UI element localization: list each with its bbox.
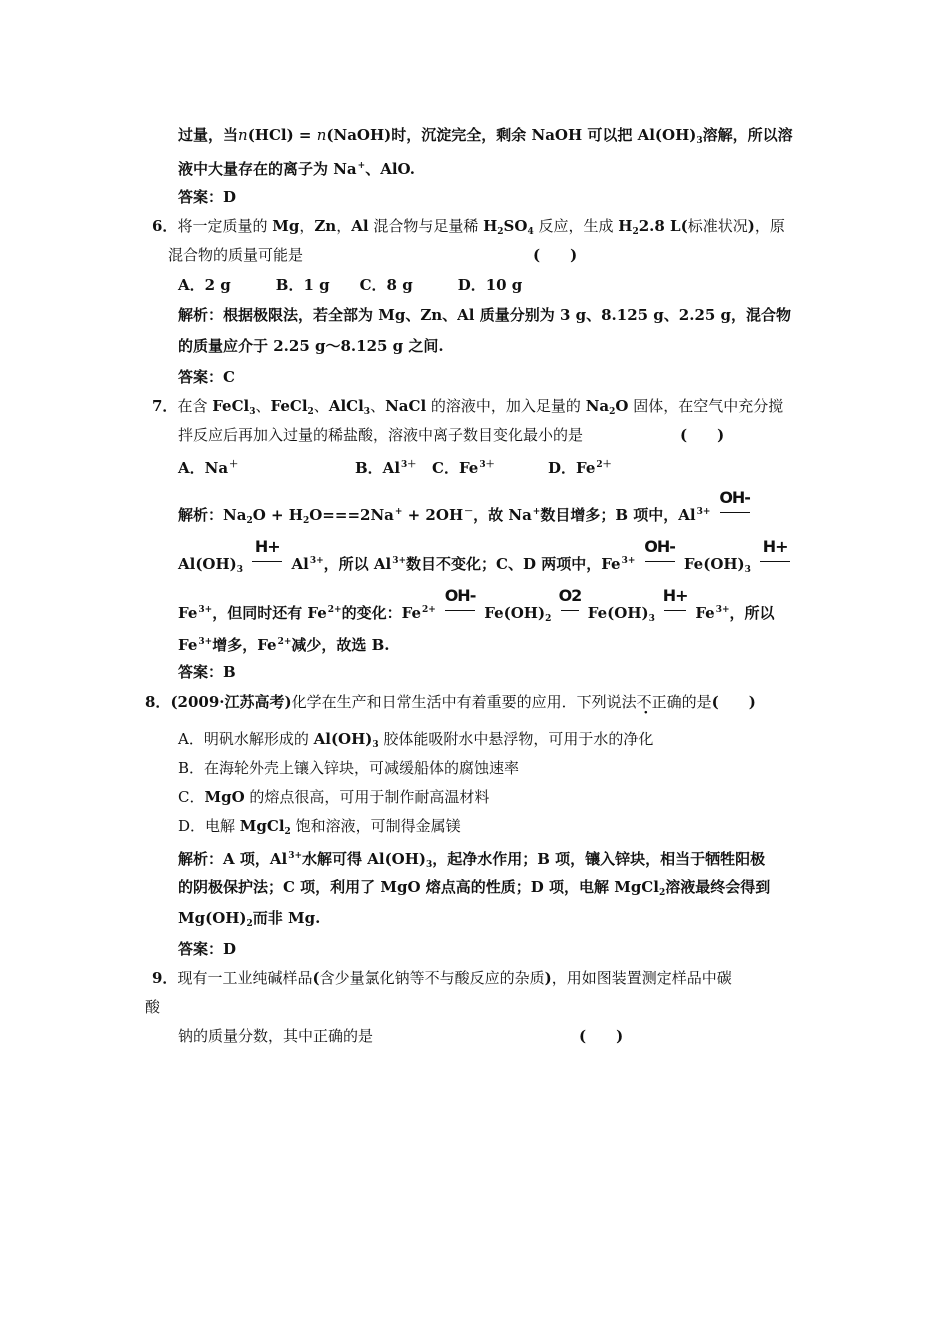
question-6-options: A．2 g B．1 g C．8 g D．10 g <box>178 276 523 294</box>
text: Fe(OH) <box>582 604 649 622</box>
analysis-q8-line-1 <box>178 846 765 875</box>
option-a <box>178 729 653 755</box>
subscript: 3 <box>426 860 433 870</box>
text: 解析：Na <box>178 506 247 524</box>
text: 、 <box>370 397 386 415</box>
text: C．Fe <box>432 459 479 477</box>
question-number: 6． <box>152 217 178 235</box>
superscript: 3+ <box>288 851 303 861</box>
question-6-line-1 <box>152 216 785 242</box>
subscript: 2 <box>307 407 314 417</box>
question-number: 9． <box>152 969 178 987</box>
text: 的熔点很高，可用于制作耐高温材料 <box>244 788 490 806</box>
text: MgCl <box>239 817 285 835</box>
answer-paren: ( ) <box>579 1027 624 1045</box>
subscript: 2 <box>632 227 639 237</box>
arrow-label: O2 <box>558 586 582 605</box>
text: 过量，当 <box>178 126 239 144</box>
superscript: 2+ <box>421 605 436 615</box>
arrow-shaft <box>760 561 790 562</box>
text: H <box>618 217 633 235</box>
text: 将一定质量的 <box>177 217 273 235</box>
subscript: 3 <box>236 565 244 575</box>
text: Fe <box>178 636 198 654</box>
source-tag: (2009·江苏高考) <box>170 693 292 711</box>
text: + 2OH <box>402 506 464 524</box>
superscript: － <box>464 507 474 517</box>
text: Al(OH) <box>178 555 237 573</box>
arrow-label: H+ <box>254 537 280 556</box>
text: C． <box>178 788 205 806</box>
subscript: 3 <box>363 407 371 417</box>
analysis-q6-line-2: 的质量应介于 2.25 g～8.125 g 之间. <box>178 337 444 355</box>
text: 混合物与足量稀 <box>368 217 484 235</box>
text: Na <box>585 397 610 415</box>
text: FeCl <box>212 397 250 415</box>
answer-q5: 答案：D <box>178 188 237 206</box>
text: 、AlO. <box>365 160 415 178</box>
text: 、 <box>255 397 271 415</box>
subscript: 2 <box>609 407 616 417</box>
question-number: 8． <box>145 693 171 711</box>
text: 数目不变化；C、D 两项中，Fe <box>406 555 621 573</box>
text: FeCl <box>270 397 308 415</box>
text: 解析：A 项，Al <box>178 850 288 868</box>
text: Fe(OH) <box>678 555 745 573</box>
superscript: 3+ <box>715 605 730 615</box>
text: Al <box>351 217 369 235</box>
text: ( <box>312 969 320 987</box>
superscript: 3＋ <box>479 460 495 470</box>
text: 反应，生成 <box>533 217 619 235</box>
subscript: 2 <box>246 516 253 526</box>
text: ， <box>336 217 352 235</box>
analysis-q7-line-2 <box>178 537 794 580</box>
text: 化学在生产和日常生活中有着重要的应用．下列说法 <box>291 693 637 711</box>
text: 水解可得 Al(OH) <box>302 850 427 868</box>
text: D．电解 <box>178 817 240 835</box>
arrow-label: H+ <box>662 586 688 605</box>
analysis-q8-line-2 <box>178 877 770 903</box>
reaction-arrow-icon <box>558 586 582 620</box>
emphasis-text: 不 <box>636 693 652 711</box>
analysis-q8-line-3 <box>178 908 320 934</box>
text: 的阴极保护法；C 项，利用了 MgO 熔点高的性质；D 项，电解 MgCl <box>178 878 659 896</box>
question-6-line-2: 混合物的质量可能是 <box>168 246 304 264</box>
text: ，原 <box>754 217 785 235</box>
question-9-line-2: 酸 <box>145 998 161 1016</box>
text: 现有一工业纯碱样品 <box>177 969 313 987</box>
superscript: 3+ <box>392 556 407 566</box>
text: D．Fe <box>548 459 596 477</box>
text: 胶体能吸附水中悬浮物，可用于水的净化 <box>378 730 654 748</box>
answer-paren: ( ) <box>680 426 725 444</box>
option-c <box>432 455 495 478</box>
text: ，所以 Al <box>323 555 392 573</box>
text: ，起净水作用；B 项，镶入锌块，相当于牺牲阳极 <box>432 850 766 868</box>
text: ， <box>299 217 315 235</box>
text: Al <box>286 555 309 573</box>
reaction-arrow-icon <box>443 586 477 620</box>
text: Mg <box>272 217 300 235</box>
analysis-q7-line-3 <box>178 586 775 629</box>
subscript: 2 <box>545 614 552 624</box>
arrow-shaft <box>664 610 686 611</box>
text: ，但同时还有 Fe <box>212 604 327 622</box>
subscript: 3 <box>696 136 703 146</box>
text: 的变化：Fe <box>341 604 421 622</box>
question-number: 7． <box>152 397 178 415</box>
text: ) <box>747 217 755 235</box>
superscript: 3+ <box>198 605 213 615</box>
superscript: 3+ <box>621 556 636 566</box>
superscript: 2＋ <box>596 460 612 470</box>
text: ，所以 <box>729 604 775 622</box>
superscript: 3+ <box>198 637 213 647</box>
subscript: 3 <box>648 614 655 624</box>
subscript: 3 <box>372 740 379 750</box>
text: 溶解，所以溶 <box>702 126 793 144</box>
question-7-line-2: 拌反应后再加入过量的稀盐酸，溶液中离子数目变化最小的是 <box>178 426 584 444</box>
superscript: 2+ <box>277 637 292 647</box>
text: n <box>316 126 327 144</box>
arrow-shaft <box>720 512 750 513</box>
text: O===2Na <box>309 506 394 524</box>
text: SO <box>503 217 528 235</box>
subscript: 4 <box>527 227 534 237</box>
superscript: + <box>532 507 541 517</box>
text: 饱和溶液，可制得金属镁 <box>290 817 461 835</box>
arrow-label: OH- <box>644 537 675 556</box>
text: B．Al <box>355 459 401 477</box>
text: ，用如图装置测定样品中碳 <box>551 969 732 987</box>
option-b: B．在海轮外壳上镶入锌块，可减缓船体的腐蚀速率 <box>178 759 520 777</box>
option-d <box>178 816 461 842</box>
text: 增多，Fe <box>212 636 277 654</box>
text: 数目增多；B 项中，Al <box>540 506 696 524</box>
subscript: 2 <box>246 919 253 929</box>
superscript: 3+ <box>696 507 711 517</box>
subscript: 3 <box>249 407 256 417</box>
reaction-arrow-icon <box>758 537 792 571</box>
arrow-label: OH- <box>444 586 476 605</box>
answer-q8: 答案：D <box>178 940 237 958</box>
text: Zn <box>314 217 337 235</box>
text: Fe <box>690 604 715 622</box>
text: 减少，故选 B. <box>291 636 390 654</box>
text: 正确的是 <box>651 693 712 711</box>
text: 标准状况 <box>687 217 748 235</box>
question-8-line-1 <box>145 692 756 712</box>
superscript: 2+ <box>327 605 342 615</box>
reaction-arrow-icon <box>662 586 688 620</box>
text: H <box>483 217 498 235</box>
text: 的溶液中，加入足量的 <box>426 397 586 415</box>
text: (HCl) = <box>247 126 317 144</box>
analysis-q7-line-1 <box>178 488 754 531</box>
text: MgO <box>204 788 245 806</box>
text: 2.8 L( <box>638 217 688 235</box>
reaction-arrow-icon <box>250 537 284 571</box>
subscript: 2 <box>497 227 504 237</box>
text: A．Na <box>178 459 229 477</box>
option-b <box>355 455 416 478</box>
superscript: + <box>394 507 403 517</box>
text: ) <box>544 969 552 987</box>
text: 溶液最终会得到 <box>665 878 771 896</box>
subscript: 2 <box>284 827 291 837</box>
text: A．明矾水解形成的 <box>178 730 314 748</box>
text: NaCl <box>385 397 427 415</box>
arrow-label: OH- <box>719 488 750 507</box>
cont-line-1 <box>178 125 793 151</box>
text: n <box>238 126 248 144</box>
text: 固体，在空气中充分搅 <box>628 397 784 415</box>
arrow-shaft <box>561 610 579 611</box>
question-9-line-3: 钠的质量分数，其中正确的是 <box>178 1027 374 1045</box>
subscript: 2 <box>658 888 666 898</box>
cont-line-2 <box>178 156 415 179</box>
text: Al(OH) <box>313 730 373 748</box>
text: O + H <box>252 506 303 524</box>
superscript: 3+ <box>309 556 324 566</box>
text: 而非 Mg. <box>252 909 321 927</box>
subscript: 2 <box>302 516 310 526</box>
text: (NaOH)时，沉淀完全，剩余 NaOH 可以把 Al(OH) <box>326 126 697 144</box>
superscript: 3＋ <box>401 460 417 470</box>
text: ，故 Na <box>473 506 532 524</box>
text: 、 <box>313 397 329 415</box>
analysis-q6-line-1: 解析：根据极限法，若全部为 Mg、Zn、Al 质量分别为 3 g、8.125 g、2.25 g，混合物 <box>178 306 792 324</box>
option-d <box>548 455 612 478</box>
subscript: 3 <box>744 565 751 575</box>
arrow-shaft <box>445 610 475 611</box>
question-9-line-1 <box>152 968 732 988</box>
superscript: + <box>357 161 366 171</box>
text: Fe(OH) <box>479 604 546 622</box>
answer-paren: ( ) <box>533 246 578 264</box>
arrow-shaft <box>252 561 282 562</box>
reaction-arrow-icon <box>643 537 677 571</box>
text: 液中大量存在的离子为 Na <box>178 160 357 178</box>
reaction-arrow-icon <box>718 488 752 522</box>
text: AlCl <box>328 397 364 415</box>
answer-paren: ( ) <box>711 693 756 711</box>
text: Mg(OH) <box>178 909 247 927</box>
answer-q6: 答案：C <box>178 368 235 386</box>
superscript: ＋ <box>229 460 239 470</box>
text: Fe <box>178 604 198 622</box>
text: 含少量氯化钠等不与酸反应的杂质 <box>319 969 545 987</box>
arrow-label: H+ <box>762 537 788 556</box>
answer-q7: 答案：B <box>178 663 236 681</box>
question-7-line-1 <box>152 396 783 422</box>
text: 在含 <box>177 397 213 415</box>
option-c <box>178 787 489 807</box>
arrow-shaft <box>645 561 675 562</box>
analysis-q7-line-4 <box>178 632 390 655</box>
option-a <box>178 455 238 478</box>
text: O <box>615 397 629 415</box>
